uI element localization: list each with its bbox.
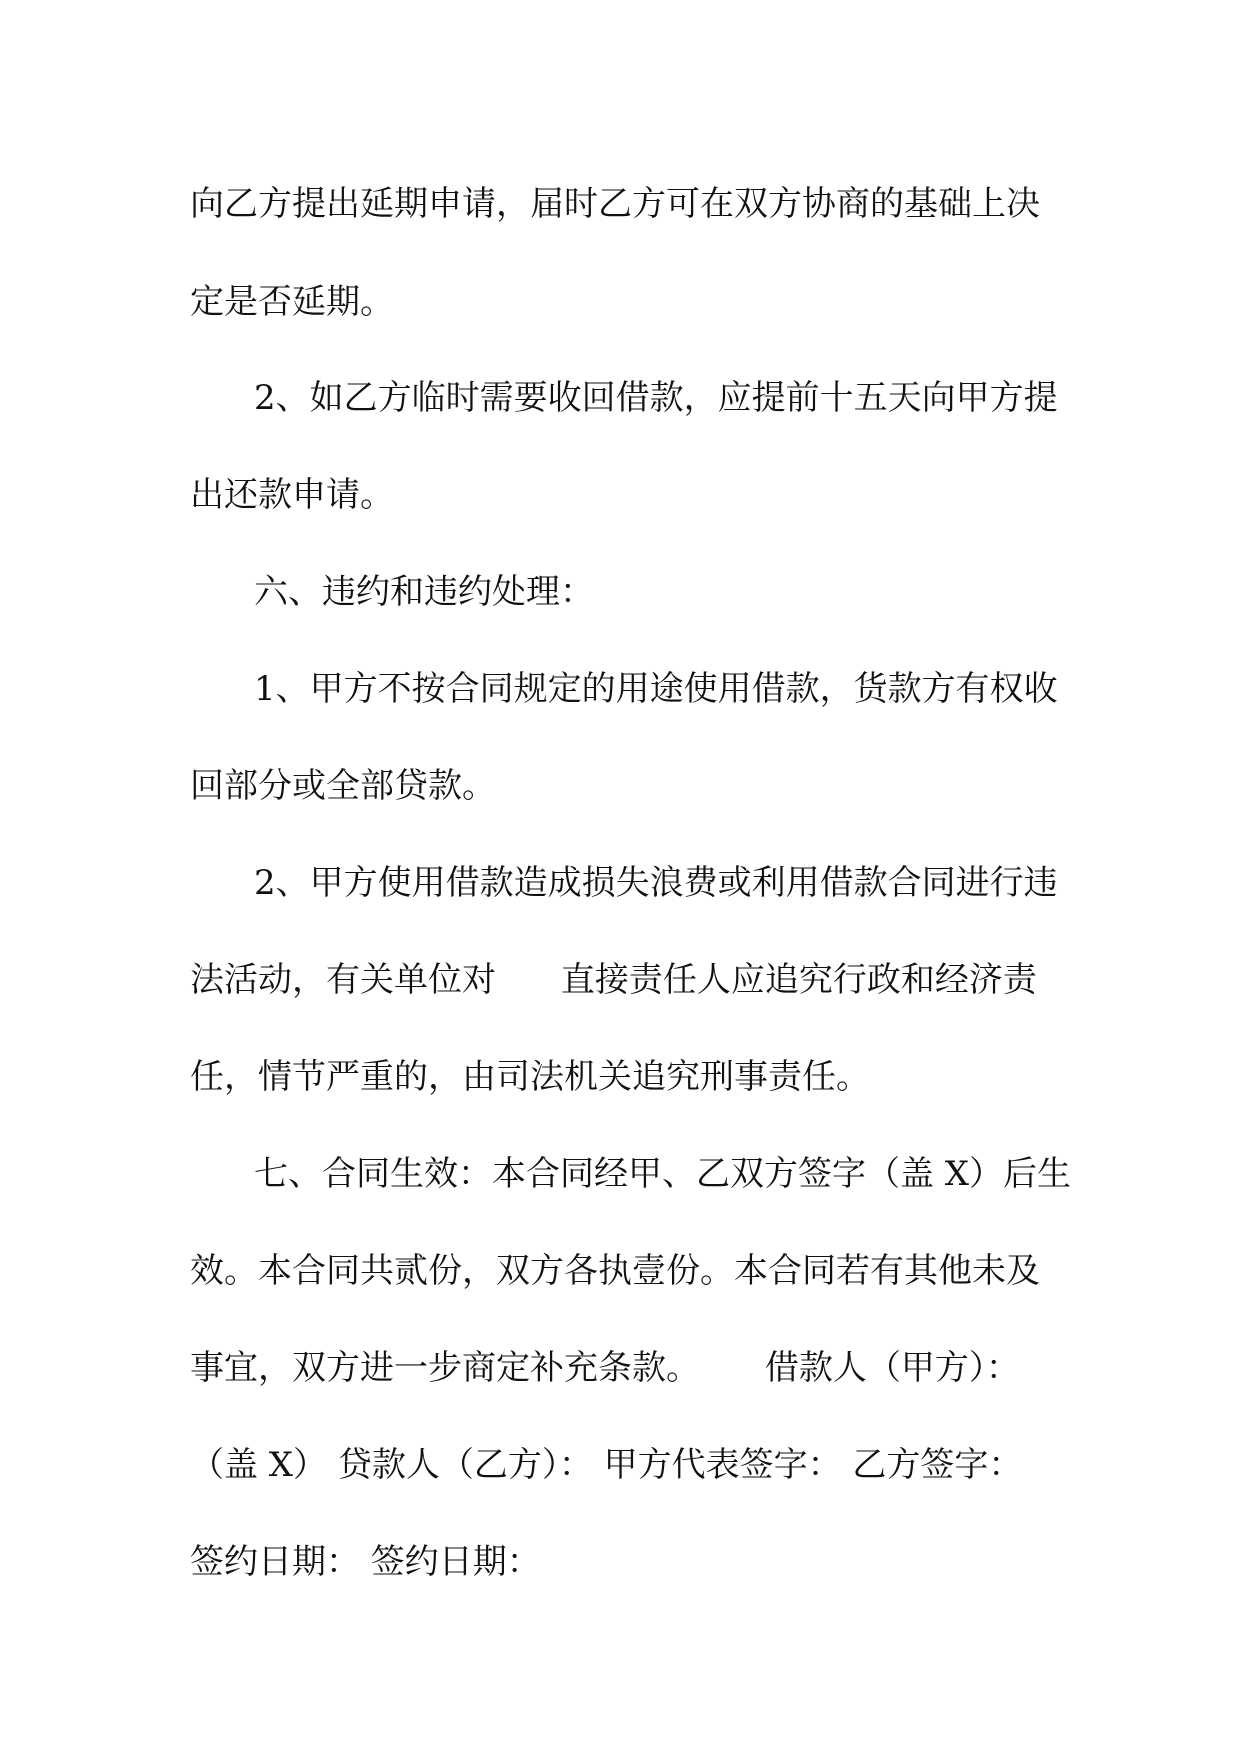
text-line: 事宜，双方进一步商定补充条款。 借款人（甲方）： — [190, 1348, 1020, 1388]
text-line: 法活动，有关单位对 直接责任人应追究行政和经济责 — [190, 960, 1037, 1000]
text-line: 任，情节严重的，由司法机关追究刑事责任。 — [190, 1057, 870, 1097]
text-line: 2、如乙方临时需要收回借款，应提前十五天向甲方提 — [254, 378, 1058, 418]
text-line: 效。本合同共贰份，双方各执壹份。本合同若有其他未及 — [190, 1251, 1040, 1291]
text-line: 定是否延期。 — [190, 282, 394, 322]
signature-line: （盖 X） 贷款人（乙方）： 甲方代表签字： 乙方签字： — [190, 1445, 1023, 1485]
text-line: 出还款申请。 — [190, 475, 394, 515]
signing-date-line: 签约日期： 签约日期： — [190, 1542, 541, 1582]
text-line: 2、甲方使用借款造成损失浪费或利用借款合同进行违 — [254, 863, 1058, 903]
text-line: 七、合同生效：本合同经甲、乙双方签字（盖 X）后生 — [254, 1154, 1072, 1194]
text-line: 1、甲方不按合同规定的用途使用借款，货款方有权收 — [254, 669, 1058, 709]
text-line: 向乙方提出延期申请，届时乙方可在双方协商的基础上决 — [190, 184, 1040, 224]
section-heading: 六、违约和违约处理： — [254, 572, 594, 612]
text-line: 回部分或全部贷款。 — [190, 766, 496, 806]
